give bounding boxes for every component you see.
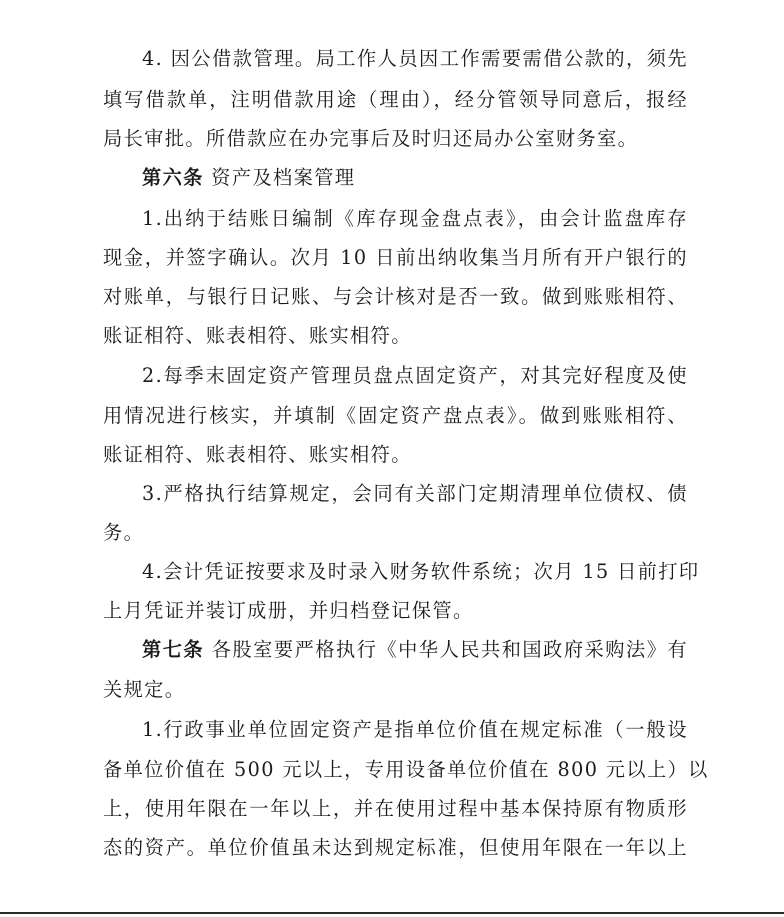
paragraph-line: 3.严格执行结算规定，会同有关部门定期清理单位债权、债 — [142, 482, 688, 505]
paragraph-line: 4. 因公借款管理。局工作人员因工作需要需借公款的，须先 — [142, 47, 688, 70]
paragraph-line: 4.会计凭证按要求及时录入财务软件系统；次月 15 日前打印 — [142, 560, 700, 583]
paragraph-line: 态的资产。单位价值虽未达到规定标准，但使用年限在一年以上 — [103, 836, 688, 859]
paragraph-line: 关规定。 — [103, 678, 186, 701]
paragraph-line: 上，使用年限在一年以上，并在使用过程中基本保持原有物质形 — [103, 797, 688, 820]
article-heading-line — [142, 158, 688, 197]
paragraph-line: 现金，并签字确认。次月 10 日前出纳收集当月所有开户银行的 — [103, 246, 688, 269]
article-title: 资产及档案管理 — [203, 166, 356, 189]
paragraph-line: 备单位价值在 500 元以上，专用设备单位价值在 800 元以上）以 — [103, 758, 709, 781]
paragraph-line: 对账单，与银行日记账、与会计核对是否一致。做到账账相符、 — [103, 285, 688, 308]
paragraph-line: 用情况进行核实，并填制《固定资产盘点表》。做到账账相符、 — [103, 404, 688, 427]
paragraph-line: 账证相符、账表相符、账实相符。 — [103, 443, 412, 466]
paragraph-line: 务。 — [103, 521, 145, 544]
paragraph-line: 上月凭证并装订成册，并归档登记保管。 — [103, 599, 474, 622]
paragraph-line: 账证相符、账表相符、账实相符。 — [103, 324, 412, 347]
paragraph-line: 填写借款单，注明借款用途（理由），经分管领导同意后，报经 — [103, 88, 688, 111]
paragraph-line: 1.出纳于结账日编制《库存现金盘点表》，由会计监盘库存 — [142, 207, 688, 230]
article-number: 第七条 — [142, 638, 205, 661]
article-title: 各股室要严格执行《中华人民共和国政府采购法》有 — [204, 638, 688, 661]
paragraph-line: 1.行政事业单位固定资产是指单位价值在规定标准（一般设 — [142, 718, 688, 741]
page-bottom-rule — [0, 912, 784, 914]
paragraph-line: 2.每季末固定资产管理员盘点固定资产，对其完好程度及使 — [142, 364, 688, 387]
paragraph-line: 局长审批。所借款应在办完事后及时归还局办公室财务室。 — [103, 127, 639, 150]
article-number: 第六条 — [142, 166, 204, 189]
article-heading-line — [142, 630, 688, 669]
